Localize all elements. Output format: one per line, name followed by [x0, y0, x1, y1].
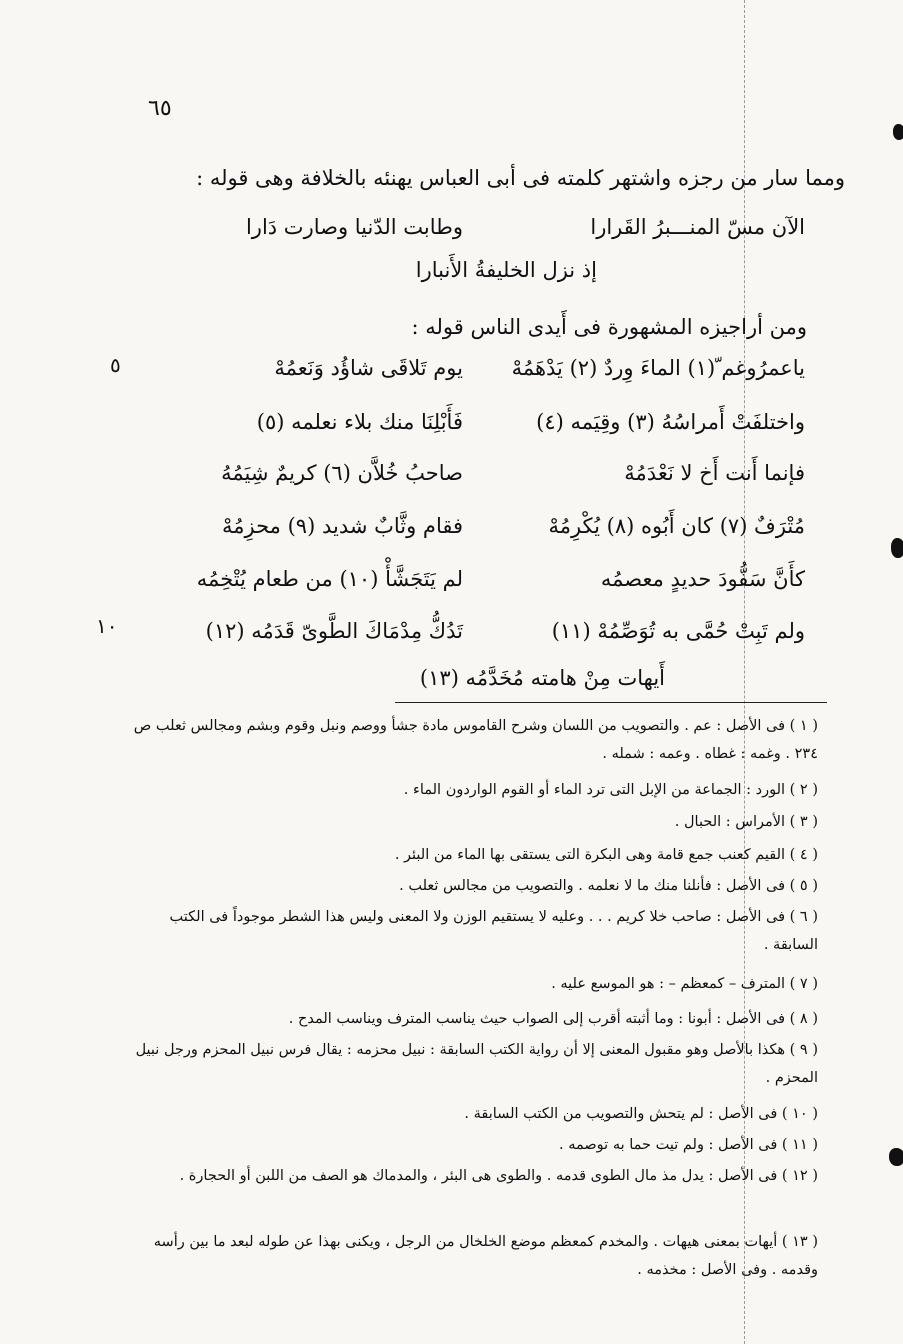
poem1-line1-right: الآن مسّ المنـــبرُ القَرارا: [590, 215, 805, 239]
verse-4-left: فقام وثَّابٌ شديد (٩) محزِمُهْ: [222, 514, 463, 538]
intro-line-2: ومن أراجيزه المشهورة فى أَيدى الناس قوله :: [411, 315, 807, 339]
verse-6-right: ولم تَبِتْ حُمَّى به تُوَصِّمُهْ (١١): [551, 619, 805, 643]
footnote: ( ١٣ ) أيهات بمعنى هيهات . والمخدم كمعظم موضع الخلخال من الرجل ، ويكنى بهذا عن طوله لبعد ما بين رأسه وقدمه . وفى الأصل : مخذمه .: [153, 1234, 818, 1278]
verse-4-right: مُتْرَفٌ (٧) كان أَبُوه (٨) يُكْرِمُهْ: [548, 514, 805, 538]
footnote: ( ٧ ) المترف – كمعظم – : هو الموسع عليه .: [551, 976, 818, 992]
verse-1-right: ياعمرُوغم ّ(١) الماءَ وِردٌ (٢) يَدْهَمُهْ: [511, 356, 805, 380]
poem1-line1-left: وطابت الدّنيا وصارت دَارا: [245, 215, 463, 239]
line-marker-5: ٥: [110, 353, 121, 377]
verse-5-right: كأَنَّ سَفُّودَ حديدٍ معصمُه: [600, 567, 805, 591]
scan-mark: [889, 1148, 903, 1166]
line-marker-10: ١٠: [96, 614, 118, 638]
verse-3-right: فإنما أَنت أَخ لا نَعْدَمُهْ: [624, 461, 805, 485]
verse-2-left: فَأَبْلِنَا منك بلاء نعلمه (٥): [256, 410, 463, 434]
intro-line: ومما سار من رجزه واشتهر كلمته فى أبى العباس يهنئه بالخلافة وهى قوله :: [196, 166, 845, 190]
footnote: ( ٦ ) فى الأصل : صاحب خلا كريم . . . وعليه لا يستقيم الوزن ولا المعنى وليس هذا الشطر موجوداً فى الكتب السابقة .: [169, 909, 818, 953]
footnote: ( ٣ ) الأمراس : الحبال .: [674, 814, 818, 830]
footnote-separator: [395, 702, 827, 703]
footnote: ( ١ ) فى الأصل : عم . والتصويب من اللسان وشرح القاموس مادة جشأ ووصم ونبل وقوم وبشم ومجالس ثعلب ص ٢٣٤ . وغمه : غطاه . وعمه : شمله .: [133, 718, 818, 762]
footnote: ( ٢ ) الورد : الجماعة من الإبل التى ترد الماء أو القوم الواردون الماء .: [403, 782, 818, 798]
poem1-line2: إذ نزل الخليفةُ الأَنبارا: [415, 258, 597, 282]
scan-mark: [893, 124, 903, 140]
verse-1-left: يوم تَلاقَى شاؤُد وَنَعمُهْ: [274, 356, 463, 380]
footnote: ( ١٠ ) فى الأصل : لم يتحش والتصويب من الكتب السابقة .: [464, 1106, 818, 1122]
page-number: ٦٥: [148, 96, 172, 121]
footnote: ( ١٢ ) فى الأصل : يدل مذ مال الطوى قدمه . والطوى هى البئر ، والمدماك هو الصف من اللبن أو الحجارة .: [179, 1168, 818, 1184]
final-verse: أَيهات مِنْ هامته مُخَدَّمُه (١٣): [419, 666, 665, 690]
verse-3-left: صاحبُ خُلاَّن (٦) كريمٌ شِيَمُهُ: [221, 461, 463, 485]
scan-mark: [891, 538, 903, 558]
footnote: ( ٥ ) فى الأصل : فأنلنا منك ما لا نعلمه . والتصويب من مجالس ثعلب .: [399, 878, 818, 894]
footnote: ( ٩ ) هكذا بالأصل وهو مقبول المعنى إلا أن رواية الكتب السابقة : نبيل محزمه : يقال فرس نبيل المحزم ورجل نبيل المحزم .: [135, 1042, 818, 1086]
verse-5-left: لم يَتَجَشَّأْ (١٠) من طعام يُتْخِمُه: [196, 567, 463, 591]
footnote: ( ٨ ) فى الأصل : أبونا : وما أثبته أقرب إلى الصواب حيث يناسب المترف ويناسب المدح .: [288, 1011, 818, 1027]
verse-6-left: تَدُكُّ مِدْمَاكَ الطَّوىّ قَدَمُه (١٢): [205, 619, 463, 643]
footnote: ( ٤ ) القيم كعنب جمع قامة وهى البكرة التى يستقى بها الماء من البئر .: [394, 847, 818, 863]
verse-2-right: واختلفَتْ أَمراسُهُ (٣) وقِيَمه (٤): [536, 410, 805, 434]
footnote: ( ١١ ) فى الأصل : ولم تيت حما به توصمه .: [559, 1137, 818, 1153]
